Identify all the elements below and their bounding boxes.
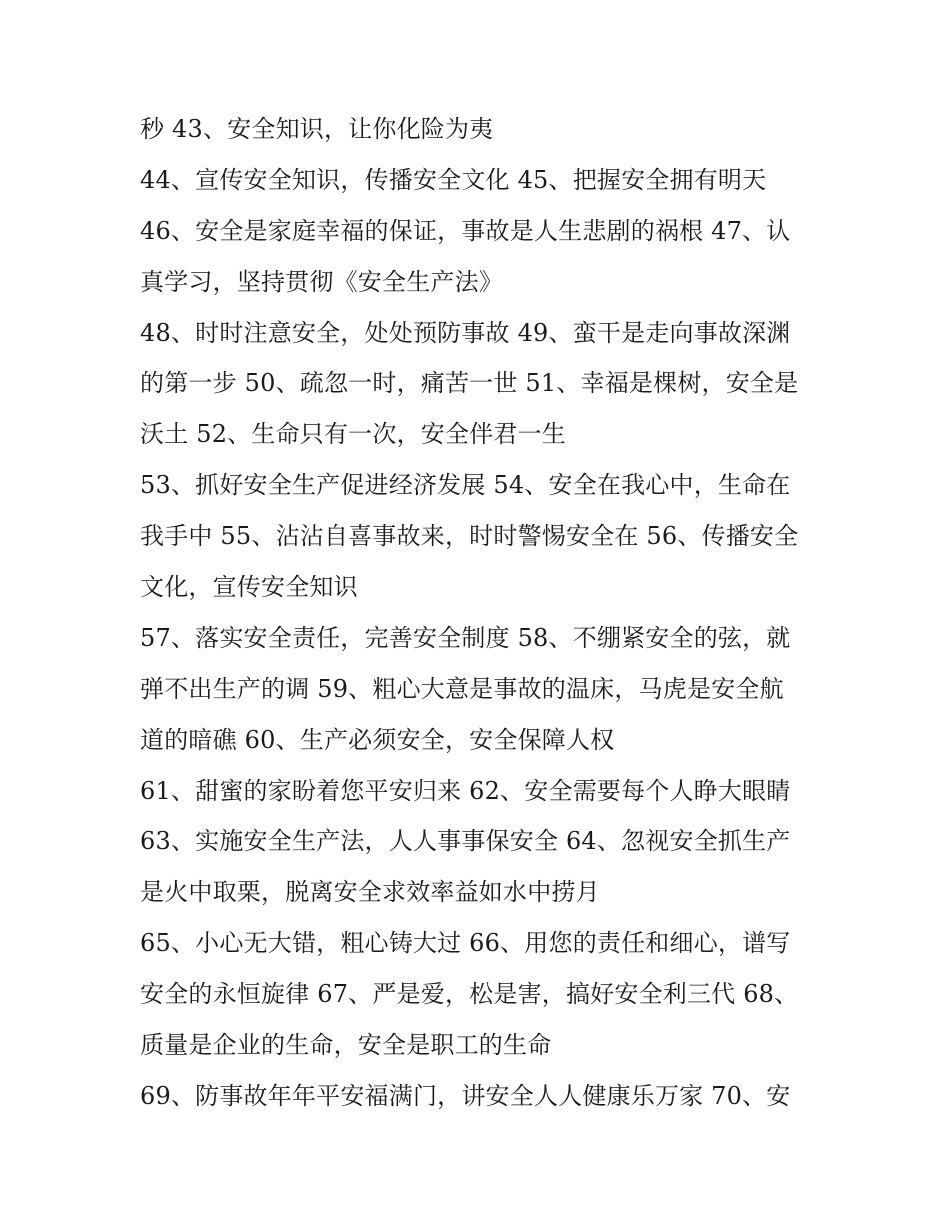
text-line: 道的暗礁 60、生产必须安全，安全保障人权 [140,725,615,754]
text-line: 65、小心无大错，粗心铸大过 66、用您的责任和细心，谱写 [140,929,791,958]
text-line: 文化，宣传安全知识 [140,573,358,602]
text-line: 53、抓好安全生产促进经济发展 54、安全在我心中，生命在 [140,471,791,500]
body-text [140,104,820,1122]
text-line: 安全的永恒旋律 67、严是爱，松是害，搞好安全利三代 68、 [140,980,799,1009]
text-line: 秒 43、安全知识，让你化险为夷 [140,115,494,143]
text-line: 46、安全是家庭幸福的保证，事故是人生悲剧的祸根 47、认 [140,216,791,245]
text-line: 弹不出生产的调 59、粗心大意是事故的温床，马虎是安全航 [140,674,784,703]
text-line: 69、防事故年年平安福满门，讲安全人人健康乐万家 70、安 [140,1081,791,1110]
text-line: 沃土 52、生命只有一次，安全伴君一生 [140,420,566,449]
text-line: 63、实施安全生产法，人人事事保安全 64、忽视安全抓生产 [140,827,791,856]
text-line: 是火中取栗，脱离安全求效率益如水中捞月 [140,878,600,907]
text-line: 真学习，坚持贯彻《安全生产法》 [140,267,503,296]
text-line: 48、时时注意安全，处处预防事故 49、蛮干是走向事故深渊 [140,318,791,347]
text-line: 57、落实安全责任，完善安全制度 58、不绷紧安全的弦，就 [140,623,791,652]
text-line: 我手中 55、沾沾自喜事故来，时时警惕安全在 56、传播安全 [140,522,799,551]
text-line: 质量是企业的生命，安全是职工的生命 [140,1031,552,1060]
text-line: 61、甜蜜的家盼着您平安归来 62、安全需要每个人睁大眼睛 [140,776,791,805]
text-line: 的第一步 50、疏忽一时，痛苦一世 51、幸福是棵树，安全是 [140,369,799,398]
text-line: 44、宣传安全知识，传播安全文化 45、把握安全拥有明天 [140,165,767,194]
